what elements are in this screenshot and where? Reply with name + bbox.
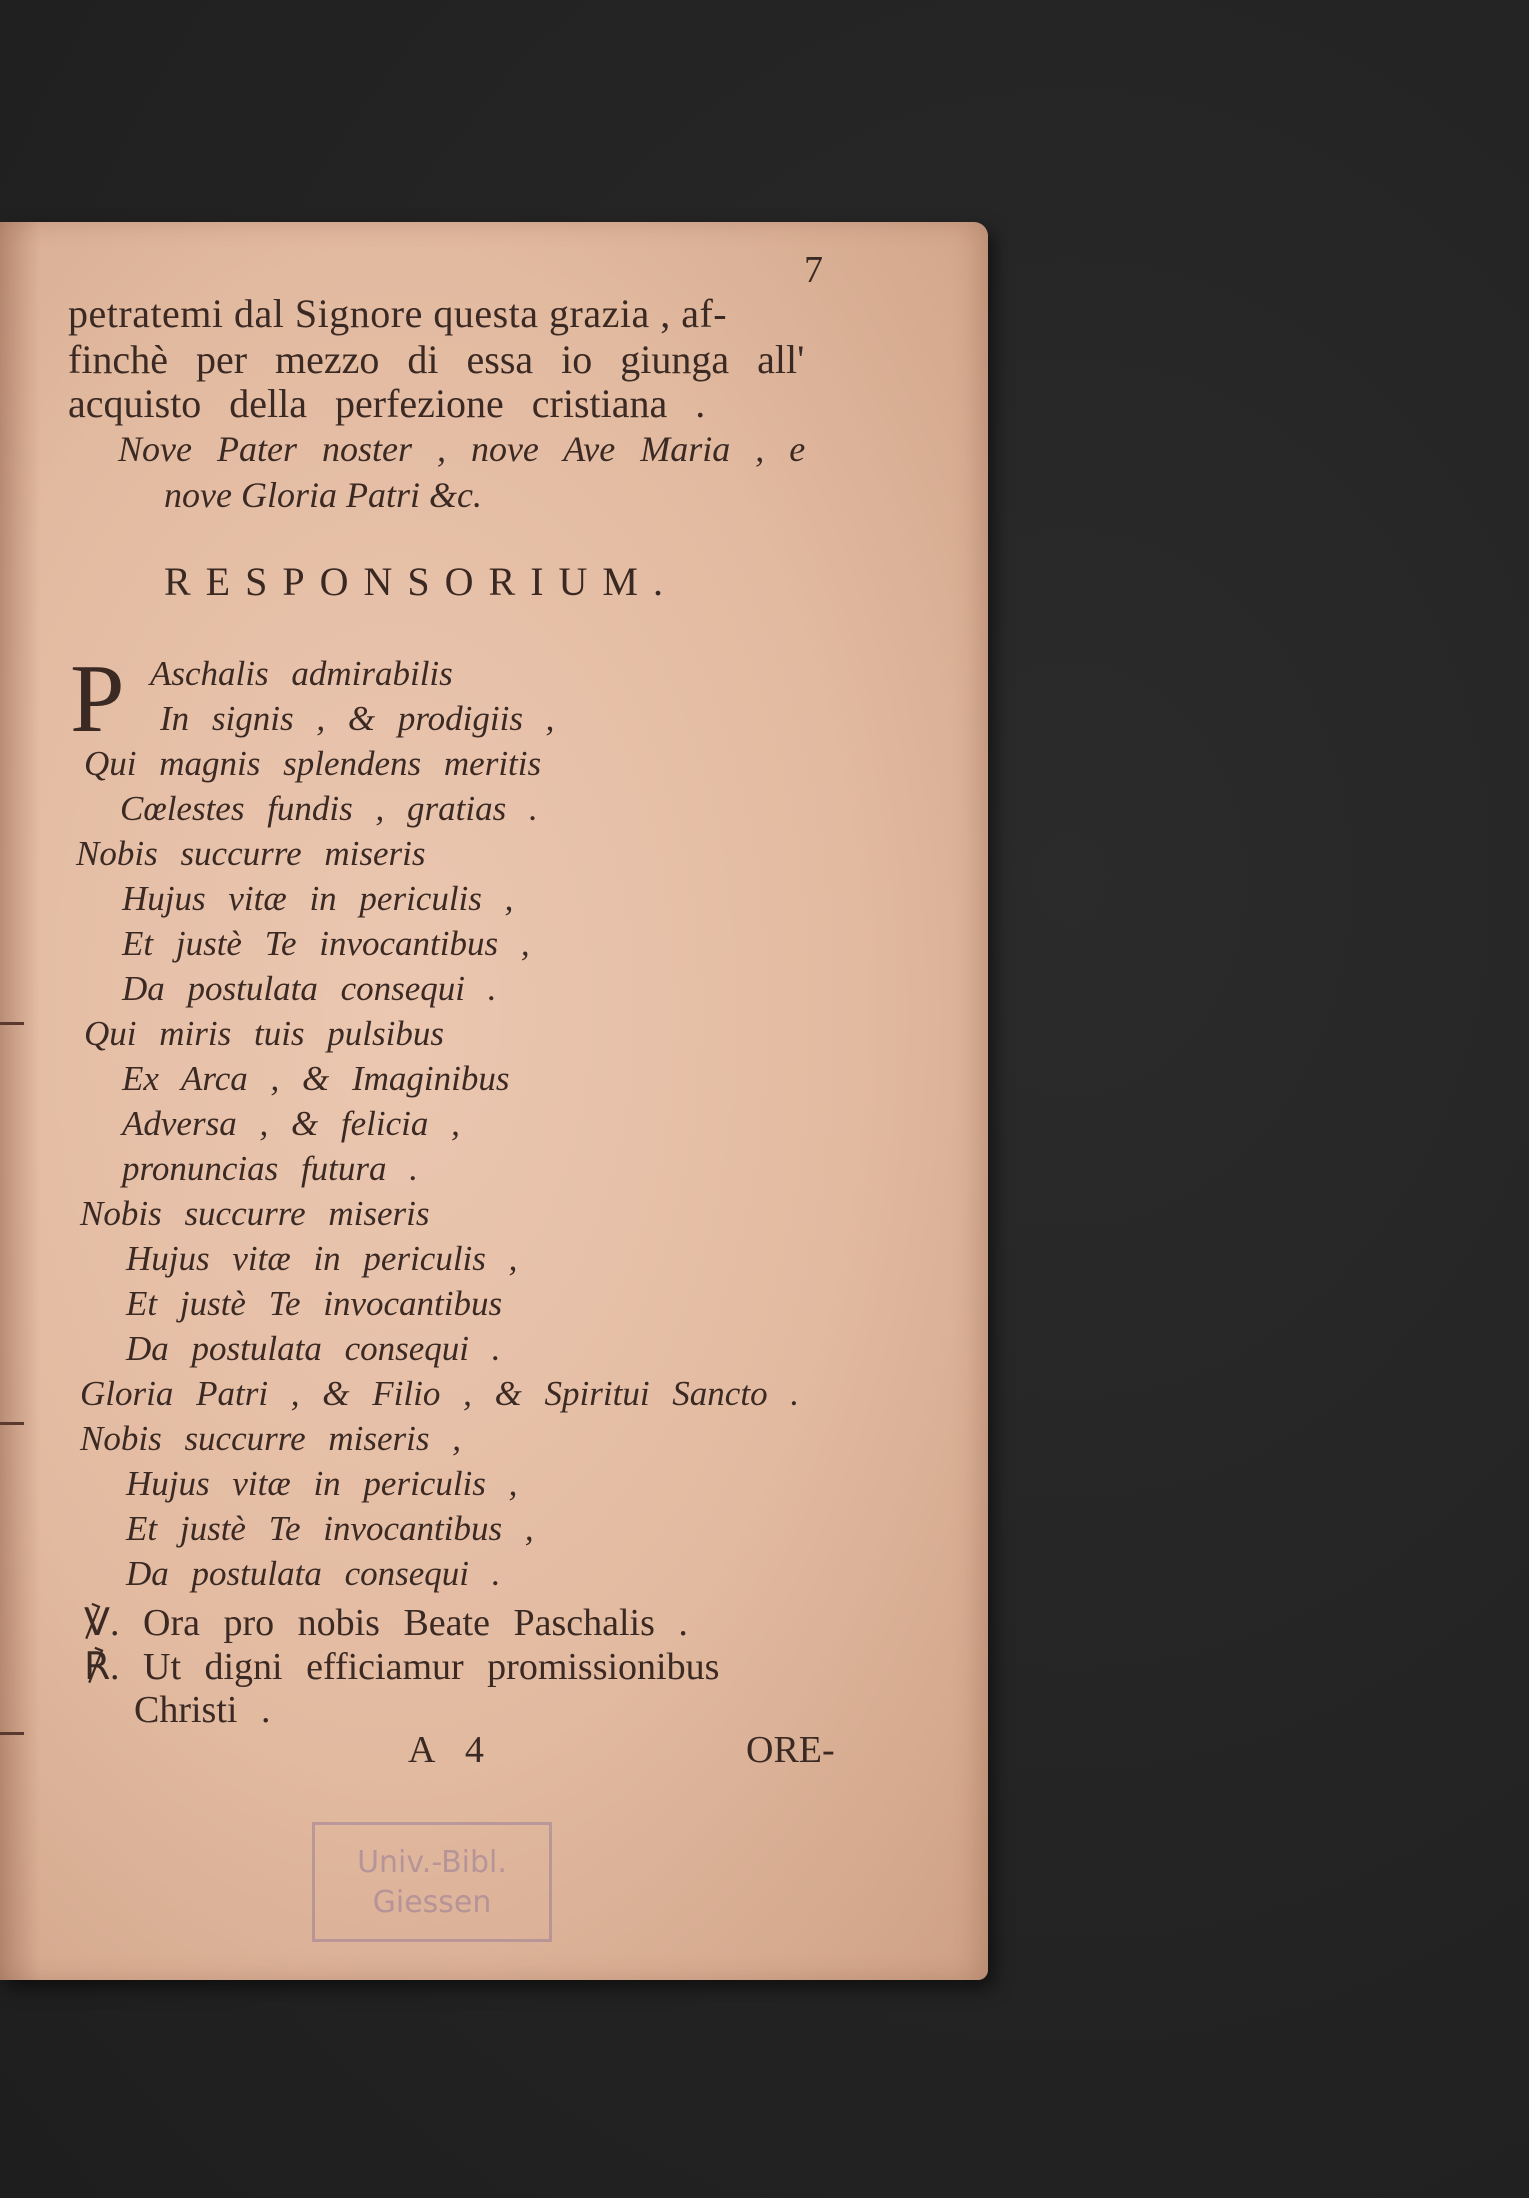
verse-line: Cœlestes fundis , gratias . (120, 789, 538, 828)
verse-line: Qui magnis splendens meritis (84, 744, 542, 783)
verse-line: Nobis succurre miseris (76, 834, 426, 873)
library-stamp (312, 1822, 552, 1942)
verse-line: Et justè Te invocantibus , (122, 924, 530, 963)
verse-line: Hujus vitæ in periculis , (122, 879, 514, 918)
rubric-line: Nove Pater noster , nove Ave Maria , e (118, 429, 806, 469)
signature-mark: A 4 (408, 1729, 484, 1771)
verse-line: Ex Arca , & Imaginibus (122, 1059, 510, 1098)
body-text-line: acquisto della perfezione cristiana . (68, 381, 706, 426)
verse-line: Hujus vitæ in periculis , (126, 1464, 518, 1503)
sewing-thread-mark (0, 1022, 24, 1025)
verse-line: pronuncias futura . (122, 1149, 419, 1188)
verse-line: Et justè Te invocantibus , (126, 1509, 534, 1548)
verse-line: Gloria Patri , & Filio , & Spiritui Sancto . (80, 1374, 800, 1413)
verse-line: Et justè Te invocantibus (126, 1284, 503, 1323)
verse-line: Da postulata consequi . (126, 1329, 501, 1368)
verse-line: Nobis succurre miseris , (80, 1419, 461, 1458)
page-number: 7 (804, 249, 823, 291)
catchword: ORE- (746, 1729, 835, 1771)
versicle-line: ℣. Ora pro nobis Beate Paschalis . (84, 1602, 688, 1644)
verse-line: Da postulata consequi . (122, 969, 497, 1008)
response-line: Christi . (134, 1689, 271, 1731)
verse-line: Adversa , & felicia , (122, 1104, 460, 1143)
verse-line: Da postulata consequi . (126, 1554, 501, 1593)
drop-cap: P (70, 645, 125, 753)
body-text-line: petratemi dal Signore questa grazia , af- (68, 291, 728, 336)
sewing-thread-mark (0, 1732, 24, 1735)
rubric-line: nove Gloria Patri &c. (164, 475, 482, 515)
verse-line: Hujus vitæ in periculis , (126, 1239, 518, 1278)
response-line: ℟. Ut digni efficiamur promissionibus (84, 1646, 720, 1688)
stamp-line: Giessen (372, 1885, 492, 1920)
verse-line: Aschalis admirabilis (150, 654, 453, 693)
body-text-line: finchè per mezzo di essa io giunga all' (68, 337, 805, 382)
verse-line: Nobis succurre miseris (80, 1194, 430, 1233)
sewing-thread-mark (0, 1422, 24, 1425)
verse-line: In signis , & prodigiis , (160, 699, 555, 738)
verse-line: Qui miris tuis pulsibus (84, 1014, 444, 1053)
section-heading: RESPONSORIUM. (164, 559, 678, 604)
stamp-line: Univ.-Bibl. (357, 1845, 507, 1880)
